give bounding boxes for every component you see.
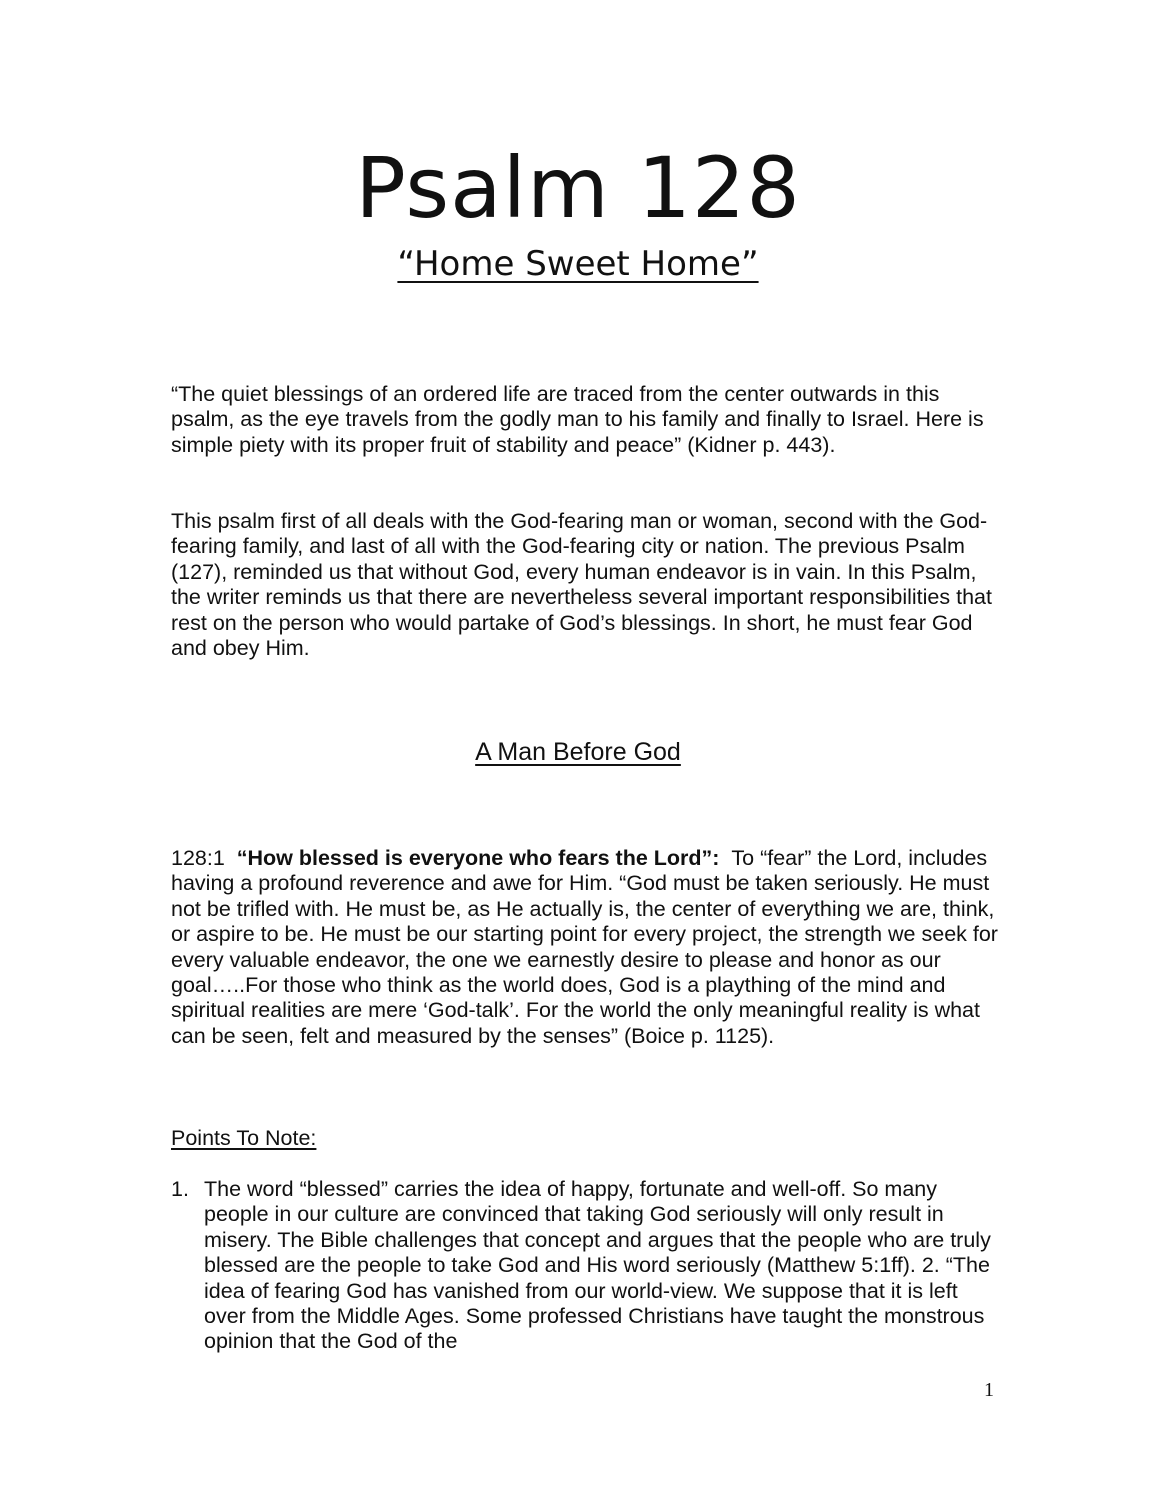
list-item-text: The word “blessed” carries the idea of happy, fortunate and well-off. So many people in our culture are convinced that taking God seriously will only result in misery. The Bible challenges that concept and argues that the people who are truly blessed are the people to take God and His word seriously (Matthew 5:1ff). 2. “The idea of fearing God has vanished from our world-view. We suppose that it is left over from the Middle Ages. Some professed Christians have taught the monstrous opinion that the God of the (204, 1177, 991, 1354)
verse-quote: “How blessed is everyone who fears the Lord”: (236, 846, 720, 870)
section-heading (0, 736, 1156, 768)
verse-paragraph (171, 846, 1001, 1049)
page-number: 1 (984, 1379, 994, 1401)
intro-paragraph: This psalm first of all deals with the God-fearing man or woman, second with the God-fearing family, and last of all with the God-fearing city or nation. The previous Psalm (127), reminded us that without God, every human endeavor is in vain. In this Psalm, the writer reminds us that there are nevertheless several important responsibilities that rest on the person who would partake of God’s blessings. In short, he must fear God and obey Him. (171, 509, 992, 661)
list-item-number: 1. (171, 1177, 189, 1201)
intro-quote-paragraph: “The quiet blessings of an ordered life are traced from the center outwards in this psalm, as the eye travels from the godly man to his family and finally to Israel. Here is simple piety with its proper fruit of stability and peace” (Kidner p. 443). (171, 382, 984, 457)
verse-commentary: To “fear” the Lord, includes having a profound reverence and awe for Him. “God must be taken seriously. He must not be trifled with. He must be, as He actually is, the center of everything we are, think, or aspire to be. He must be our starting point for every project, the strength we seek for every valuable endeavor, the one we earnestly desire to please and honor as our goal…..For those who think as the world does, God is a plaything of the mind and spiritual realities are mere ‘God-talk’. For the world the only meaningful reality is what can be seen, felt and measured by the senses” (Boice p. 1125). (171, 846, 998, 1048)
subtitle-text: “Home Sweet Home” (397, 244, 759, 284)
points-heading-text: Points To Note: (171, 1126, 317, 1150)
list-item (171, 1177, 1001, 1355)
page-subtitle (0, 240, 1156, 288)
verse-reference: 128:1 (171, 846, 225, 870)
section-heading-text: A Man Before God (475, 738, 681, 766)
points-heading (171, 1126, 1001, 1151)
page-title: Psalm 128 (355, 139, 801, 237)
